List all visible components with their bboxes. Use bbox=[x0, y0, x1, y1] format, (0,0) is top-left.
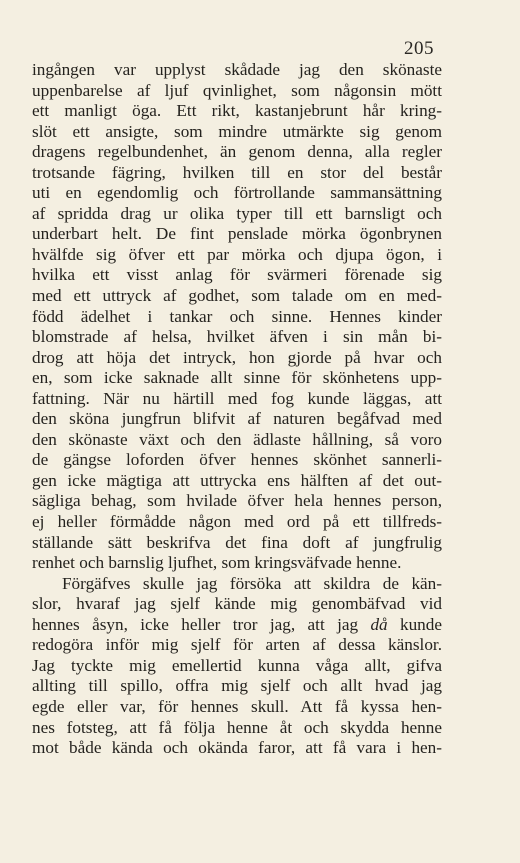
text-line: hvilka ett visst anlag för svärmeri förenade sig bbox=[32, 265, 442, 285]
text-line: Jag tyckte mig emellertid kunna våga allt, gifva bbox=[32, 655, 442, 675]
text-line-with-italic bbox=[32, 615, 442, 636]
text-line: blomstrade af helsa, hvilket äfven i sin mån bi- bbox=[32, 327, 442, 347]
text-line: underbart helt. De fint penslade mörka ögonbrynen bbox=[32, 224, 442, 244]
text-line: ett manligt öga. Ett rikt, kastanjebrunt hår kring- bbox=[32, 101, 442, 121]
text-line: mot både kända och okända faror, att få vara i hen- bbox=[32, 738, 442, 758]
text-line: renhet och barnslig ljufhet, som kringsväfvade henne. bbox=[32, 553, 402, 573]
text-line: uppenbarelse af ljuf qvinlighet, som någonsin mött bbox=[32, 80, 442, 100]
text-line: allting till spillo, offra mig sjelf och allt hvad jag bbox=[32, 676, 442, 696]
text-line: trotsande fägring, hvilken till en stor del består bbox=[32, 162, 442, 182]
text-line: ställande sätt beskrifva det fina doft af jungfrulig bbox=[32, 532, 442, 552]
italic-word: då bbox=[370, 614, 388, 634]
text-line: dragens regelbundenhet, än genom denna, alla regler bbox=[32, 142, 442, 162]
paragraph-start-line: Förgäfves skulle jag försöka att skildra de kän- bbox=[62, 573, 442, 593]
text-line: slor, hvaraf jag sjelf kände mig genombäfvad vid bbox=[32, 594, 442, 614]
text-line: slöt ett ansigte, som mindre utmärkte sig genom bbox=[32, 121, 442, 141]
text-line: af spridda drag ur olika typer till ett barnsligt och bbox=[32, 203, 442, 223]
text-line: sägliga behag, som hvilade öfver hela hennes person, bbox=[32, 491, 442, 511]
text-line: född ädelhet i tankar och sinne. Hennes kinder bbox=[32, 306, 442, 326]
text-line: ej heller förmådde någon med ord på ett tillfreds- bbox=[32, 512, 442, 532]
text-line: drog att höja det intryck, hon gjorde på hvar och bbox=[32, 347, 442, 367]
text-line: en, som icke saknade allt sinne för skönhetens upp- bbox=[32, 368, 442, 388]
text-segment: hennes åsyn, icke heller tror jag, att jag bbox=[32, 614, 359, 634]
page-number: 205 bbox=[404, 38, 434, 59]
body-text bbox=[32, 60, 442, 759]
text-line: nes fotsteg, att få följa henne åt och skydda henne bbox=[32, 717, 442, 737]
text-line: redogöra inför mig sjelf för arten af dessa känslor. bbox=[32, 635, 442, 655]
text-segment: kunde bbox=[399, 614, 442, 634]
text-line: hvälfde sig öfver ett par mörka och djupa ögon, i bbox=[32, 244, 442, 264]
text-line: uti en egendomlig och förtrollande sammansättning bbox=[32, 183, 442, 203]
text-line: fattning. När nu härtill med fog kunde läggas, att bbox=[32, 388, 442, 408]
text-line: den sköna jungfrun blifvit af naturen begåfvad med bbox=[32, 409, 442, 429]
text-line: de gängse loforden öfver hennes skönhet sannerli- bbox=[32, 450, 442, 470]
text-line: gen icke mägtiga att uttrycka ens hälften af det out- bbox=[32, 470, 442, 490]
text-line: den skönaste växt och den ädlaste hållning, så voro bbox=[32, 429, 442, 449]
text-line: med ett uttryck af godhet, som talade om en med- bbox=[32, 286, 442, 306]
text-line: ingången var upplyst skådade jag den skönaste bbox=[32, 60, 442, 79]
text-line: egde eller var, för hennes skull. Att få kyssa hen- bbox=[32, 696, 442, 716]
